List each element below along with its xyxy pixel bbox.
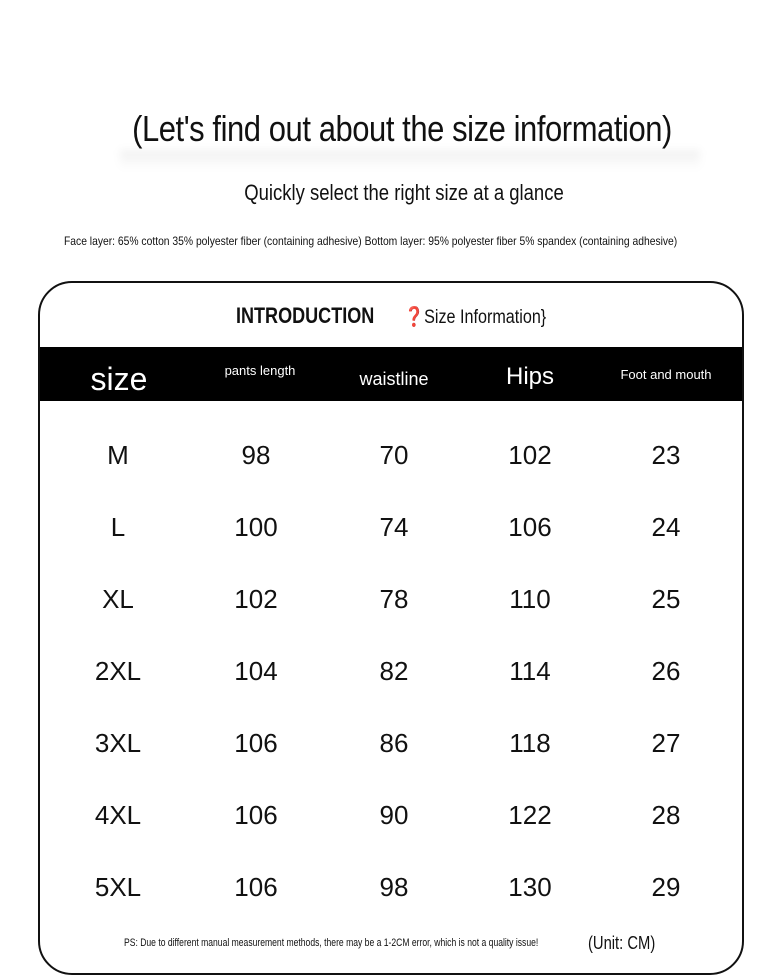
waistline-cell: 82 — [379, 655, 409, 686]
table-row — [40, 419, 742, 491]
waistline-cell: 90 — [379, 799, 409, 830]
table-row — [40, 635, 742, 707]
table-header — [40, 347, 742, 401]
pants-length-cell: 100 — [234, 511, 278, 542]
foot-mouth-cell: 29 — [651, 871, 681, 902]
foot-mouth-cell: 27 — [651, 727, 681, 758]
size-cell: XL — [102, 583, 134, 614]
pants-length-cell: 106 — [234, 799, 278, 830]
page-subheading: Quickly select the right size at a glance — [244, 180, 564, 205]
waistline-cell: 74 — [379, 511, 409, 542]
pants-length-cell: 102 — [234, 583, 278, 614]
hips-cell: 102 — [508, 439, 552, 470]
waistline-cell: 78 — [379, 583, 409, 614]
table-row — [40, 563, 742, 635]
heading-reflection — [120, 150, 700, 170]
measurement-disclaimer: PS: Due to different manual measurement methods, there may be a 1-2CM error, which is not a quality issue! — [124, 937, 539, 949]
unit-label: (Unit: CM) — [588, 933, 656, 953]
header-foot-and-mouth: Foot and mouth — [620, 367, 712, 382]
foot-mouth-cell: 25 — [651, 583, 681, 614]
size-information-label: ❓Size Information} — [404, 307, 547, 328]
hips-cell: 106 — [508, 511, 552, 542]
hips-cell: 110 — [509, 583, 551, 614]
size-chart-card — [38, 281, 744, 975]
card-title-bar — [40, 301, 742, 335]
pants-length-cell: 106 — [234, 727, 278, 758]
table-body — [40, 419, 742, 923]
size-cell: L — [110, 511, 126, 542]
pants-length-cell: 106 — [234, 871, 278, 902]
header-pants-length: pants length — [224, 362, 296, 378]
foot-mouth-cell: 26 — [651, 655, 681, 686]
hips-cell: 130 — [508, 871, 552, 902]
waistline-cell: 70 — [379, 439, 409, 470]
table-row — [40, 707, 742, 779]
pants-length-cell: 104 — [234, 655, 278, 686]
table-row — [40, 491, 742, 563]
waistline-cell: 98 — [379, 871, 409, 902]
size-cell: 5XL — [94, 871, 142, 902]
foot-mouth-cell: 23 — [651, 439, 681, 470]
size-cell: 3XL — [94, 727, 142, 758]
waistline-cell: 86 — [379, 727, 409, 758]
hips-cell: 118 — [509, 727, 551, 758]
table-row — [40, 779, 742, 851]
introduction-label: INTRODUCTION — [236, 303, 375, 328]
table-row — [40, 851, 742, 923]
page-heading: (Let's find out about the size information) — [132, 108, 672, 149]
foot-mouth-cell: 28 — [651, 799, 681, 830]
size-cell: M — [107, 439, 129, 470]
hips-cell: 122 — [508, 799, 552, 830]
hips-cell: 114 — [509, 655, 551, 686]
header-waistline: waistline — [359, 368, 429, 389]
pants-length-cell: 98 — [241, 439, 271, 470]
size-cell: 4XL — [94, 799, 142, 830]
header-hips: Hips — [505, 363, 554, 390]
header-size: size — [90, 360, 148, 397]
size-cell: 2XL — [94, 655, 142, 686]
foot-mouth-cell: 24 — [651, 511, 681, 542]
material-info: Face layer: 65% cotton 35% polyester fiber (containing adhesive) Bottom layer: 95% polyester fiber 5% spandex (containing adhesive) — [64, 234, 678, 248]
